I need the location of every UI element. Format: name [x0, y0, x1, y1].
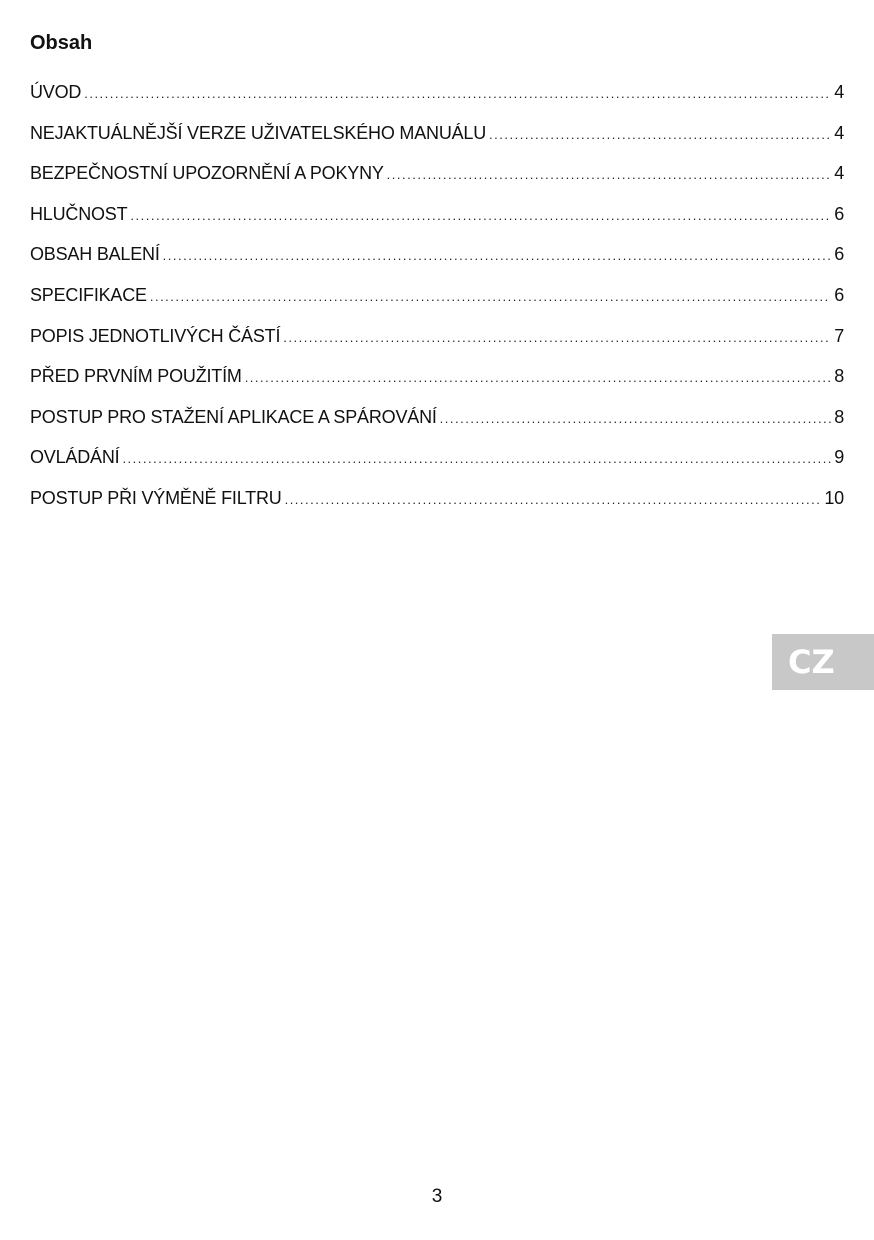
toc-leader-dots	[130, 208, 831, 223]
toc-leader-dots	[489, 127, 831, 142]
toc-leader-dots	[245, 370, 832, 385]
toc-entry-page: 6	[834, 284, 844, 305]
toc-heading: Obsah	[30, 32, 93, 54]
toc-entry[interactable]	[30, 244, 844, 285]
toc-entry[interactable]	[30, 447, 844, 488]
page-number: 3	[431, 1186, 443, 1207]
language-tab: CZ	[772, 634, 874, 690]
toc-entry-title: OBSAH BALENÍ	[30, 244, 160, 265]
toc-entry-title: SPECIFIKACE	[30, 284, 147, 305]
toc-leader-dots	[440, 411, 832, 426]
toc-leader-dots	[150, 289, 831, 304]
toc-entry-title: BEZPEČNOSTNÍ UPOZORNĚNÍ A POKYNY	[30, 163, 384, 184]
toc-entry[interactable]	[30, 204, 844, 245]
toc-entry[interactable]	[30, 488, 844, 529]
toc-entry-title: OVLÁDÁNÍ	[30, 447, 120, 468]
toc-entry-page: 8	[834, 366, 844, 387]
toc-entry-title: POSTUP PŘI VÝMĚNĚ FILTRU	[30, 487, 282, 508]
toc-entry-page: 6	[834, 203, 844, 224]
toc-entry-title: POSTUP PRO STAŽENÍ APLIKACE A SPÁROVÁNÍ	[30, 406, 437, 427]
toc-entry-page: 8	[834, 406, 844, 427]
toc-entry[interactable]	[30, 407, 844, 448]
toc-entry-page: 7	[834, 325, 844, 346]
toc-entry[interactable]	[30, 366, 844, 407]
toc-entry-page: 4	[834, 163, 844, 184]
toc-leader-dots	[163, 248, 832, 263]
toc-entry-title: ÚVOD	[30, 82, 82, 102]
toc-entry-page: 9	[834, 447, 844, 468]
toc-entry-page: 10	[824, 487, 844, 508]
toc-entry-title: HLUČNOST	[30, 203, 128, 224]
toc-leader-dots	[84, 86, 831, 101]
toc-leader-dots	[122, 451, 831, 466]
toc-entry[interactable]	[30, 285, 844, 326]
toc-entry-title: PŘED PRVNÍM POUŽITÍM	[30, 366, 242, 387]
toc-leader-dots	[285, 492, 822, 507]
toc-entry-title: NEJAKTUÁLNĚJŠÍ VERZE UŽIVATELSKÉHO MANUÁLU	[30, 122, 487, 143]
toc-entry[interactable]	[30, 123, 844, 164]
toc-entry-page: 6	[834, 244, 844, 265]
toc-entry[interactable]	[30, 326, 844, 367]
toc-leader-dots	[283, 330, 831, 345]
table-of-contents	[30, 82, 844, 529]
toc-entry[interactable]	[30, 82, 844, 123]
toc-entry[interactable]	[30, 163, 844, 204]
toc-entry-page: 4	[834, 122, 844, 143]
toc-entry-title: POPIS JEDNOTLIVÝCH ČÁSTÍ	[30, 325, 281, 346]
toc-entry-page: 4	[834, 82, 844, 102]
toc-leader-dots	[387, 167, 832, 182]
